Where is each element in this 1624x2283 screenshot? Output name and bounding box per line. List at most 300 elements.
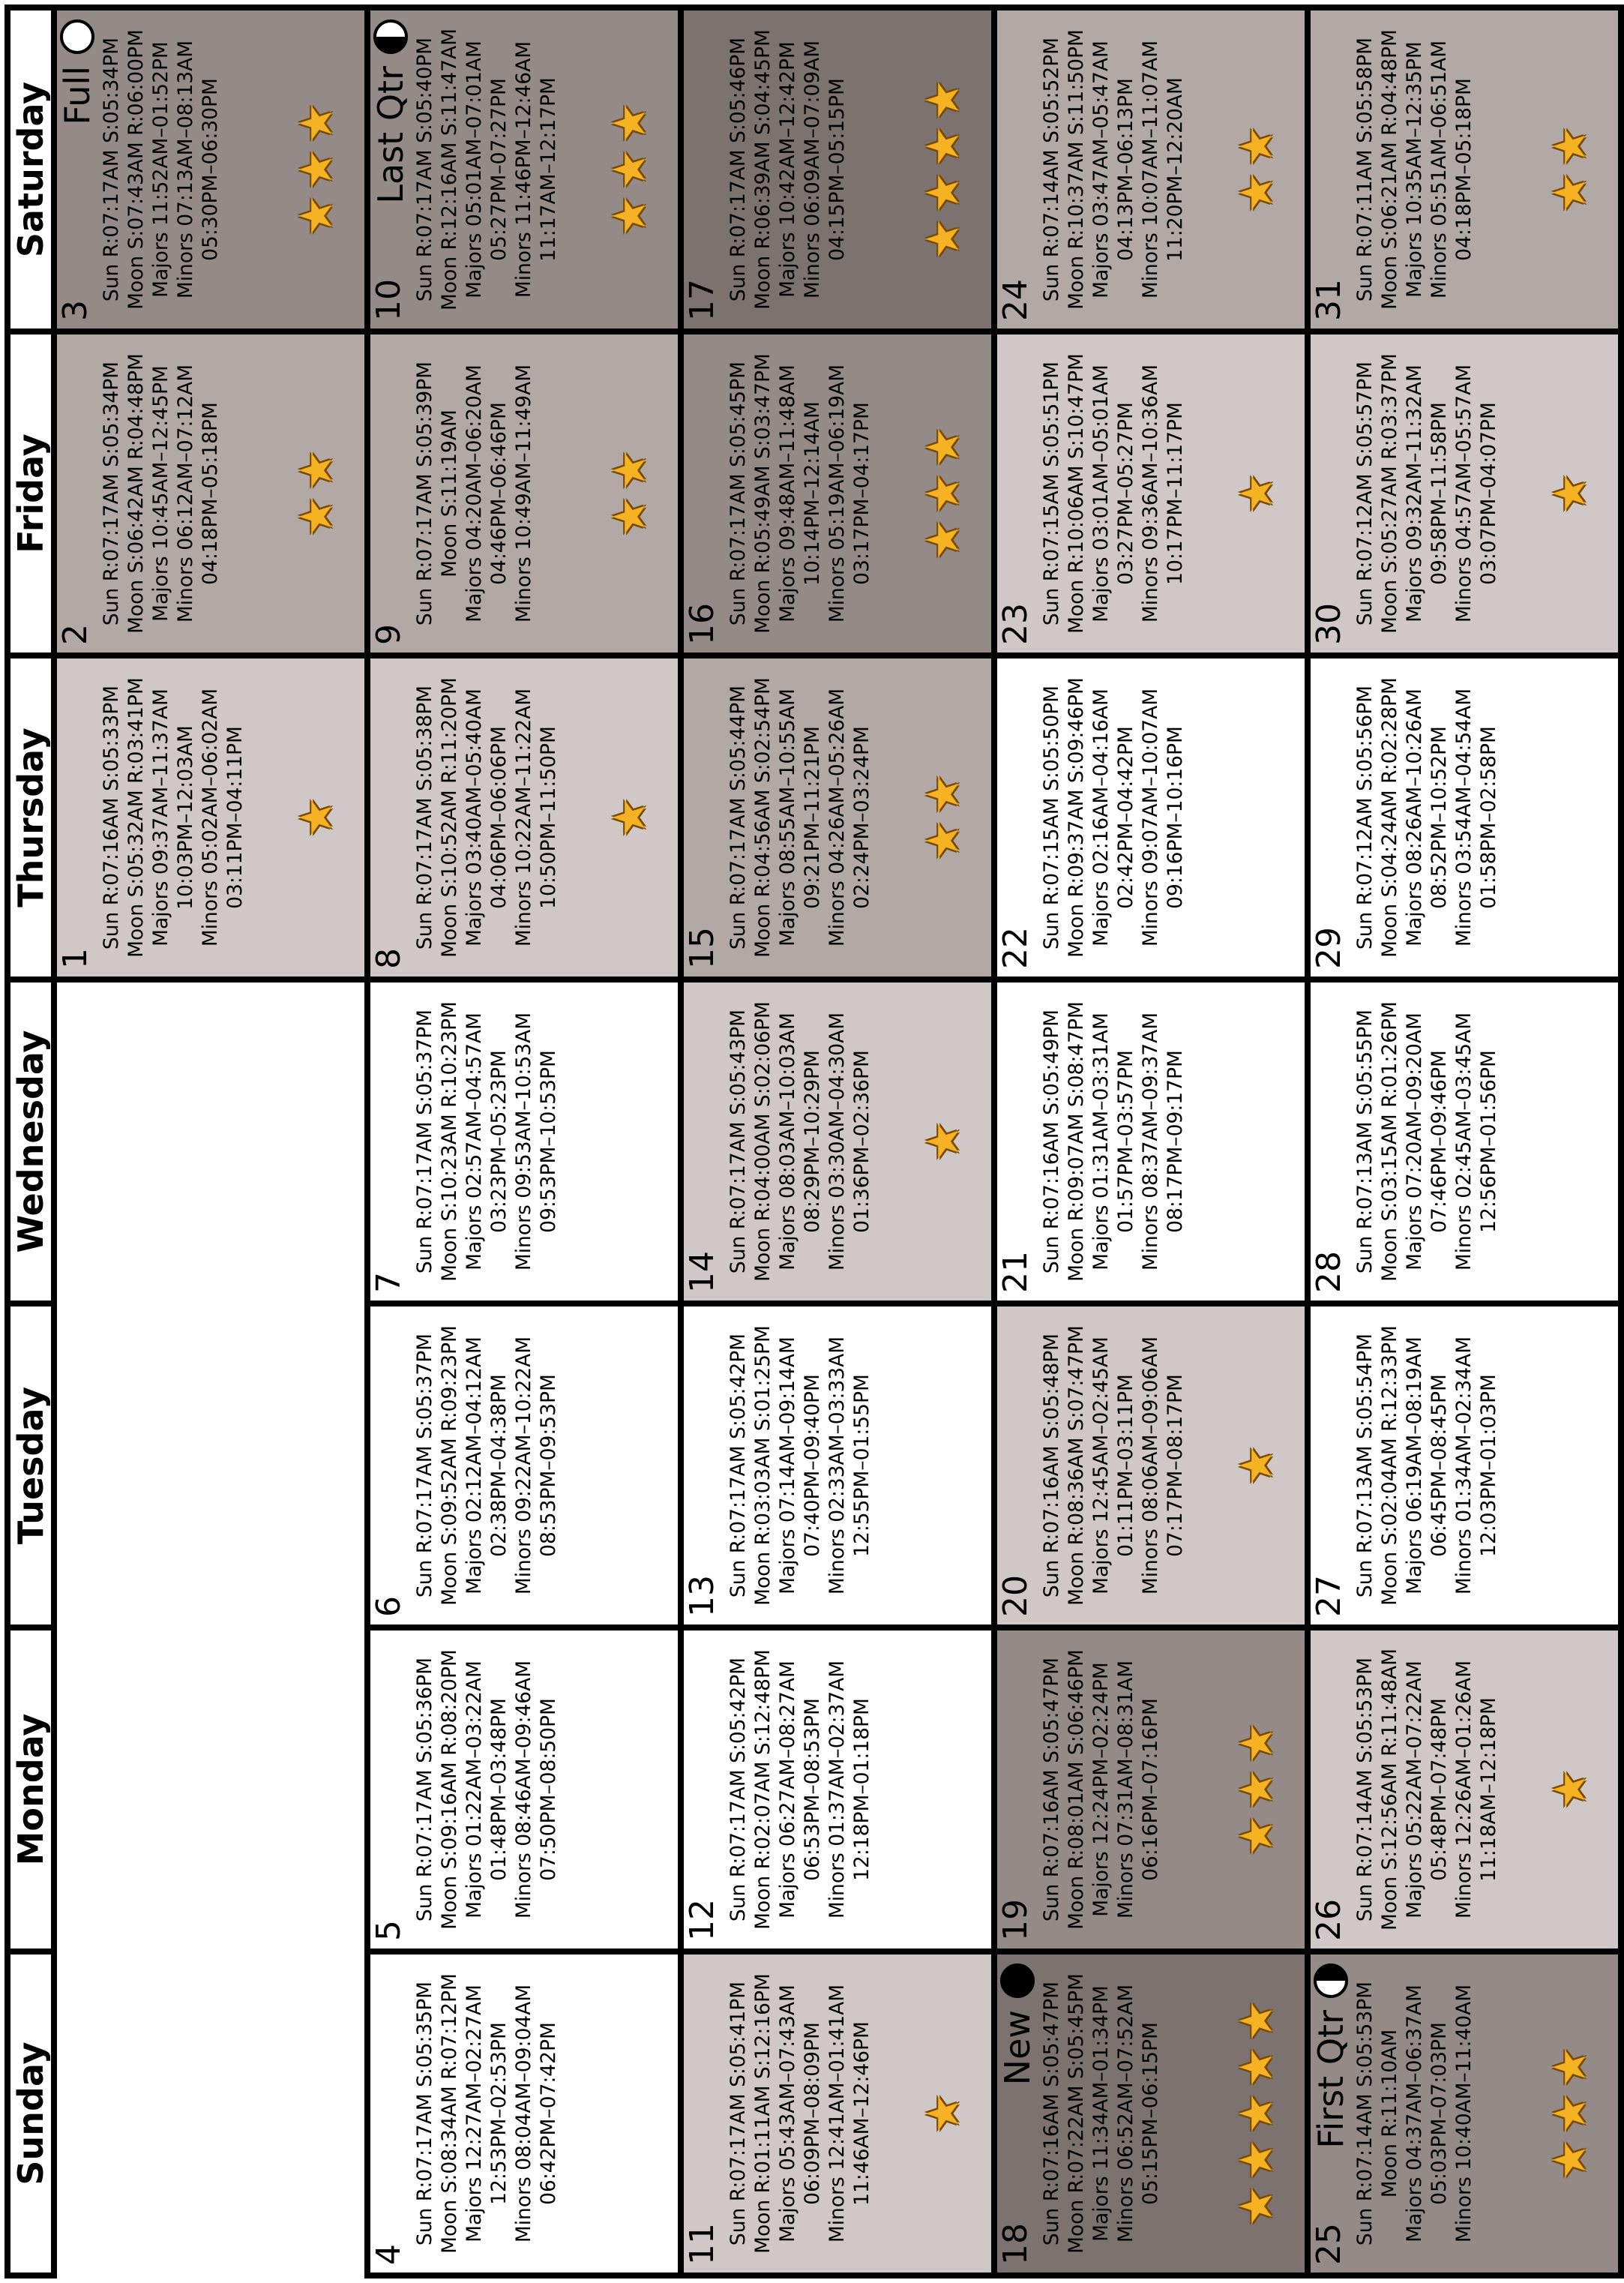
day-number: 29 (1310, 927, 1348, 969)
minor-period: Minors 03:54AM–04:54AM (1452, 688, 1476, 947)
day-number: 10 (370, 279, 408, 321)
major-period: Majors 08:55AM–10:55AM (776, 688, 799, 946)
major-period: Majors 09:48AM–11:48AM (776, 364, 799, 622)
last-quarter-moon-icon (373, 20, 408, 54)
major-period: Majors 10:35AM–12:35PM (1403, 41, 1426, 298)
star-icon: ★ (917, 774, 969, 814)
major-period: Majors 05:22AM–07:22AM (1403, 1660, 1426, 1918)
day-number: 12 (683, 1899, 721, 1941)
weekday-tuesday: Tuesday (7, 1304, 54, 1628)
rating-stars (1544, 1630, 1596, 1948)
minor-period: Minors 06:12AM–07:12AM (174, 364, 197, 623)
star-icon: ★ (1544, 2139, 1596, 2180)
minor-period: 11:20PM–12:20AM (1164, 77, 1187, 262)
major-period: Majors 02:16AM–04:16AM (1089, 688, 1113, 946)
day-cell[interactable] (54, 656, 367, 980)
moon-times: Moon R:10:37AM S:11:50PM (1065, 29, 1088, 310)
sun-times: Sun R:07:17AM S:05:35PM (413, 1981, 436, 2246)
day-cell-content (684, 10, 991, 328)
moon-times: Moon S:03:15AM R:01:26PM (1378, 1001, 1401, 1282)
solunar-times (1039, 1954, 1163, 2272)
sun-times: Sun R:07:16AM S:05:33PM (100, 685, 123, 950)
star-icon: ★ (290, 496, 343, 537)
sun-times: Sun R:07:11AM S:05:58PM (1353, 37, 1377, 302)
day-number: 3 (56, 300, 94, 321)
sun-times: Sun R:07:16AM S:05:47PM (1040, 1657, 1063, 1922)
minor-period: 12:56PM–01:56PM (1477, 1050, 1500, 1233)
sun-times: Sun R:07:15AM S:05:51PM (1040, 361, 1063, 626)
major-period: 01:57PM–03:57PM (1114, 1050, 1137, 1233)
day-number: 31 (1310, 279, 1348, 321)
solunar-times (726, 1306, 874, 1624)
day-number: 13 (683, 1575, 721, 1617)
day-cell-content (370, 1630, 678, 1948)
weekday-header-row (7, 8, 54, 2276)
minor-period: 08:53PM–09:53PM (537, 1374, 560, 1557)
empty-day-cell (54, 1628, 367, 1952)
star-icon: ★ (290, 195, 343, 236)
solunar-times (726, 1630, 874, 1948)
star-icon: ★ (917, 519, 969, 560)
minor-period: 03:11PM–04:11PM (223, 726, 247, 909)
moon-times: Moon S:09:52AM R:09:23PM (438, 1325, 461, 1606)
weekday-sunday: Sunday (7, 1952, 54, 2276)
solunar-times (726, 334, 874, 652)
moon-times: Moon S:02:04AM R:12:33PM (1378, 1325, 1401, 1606)
moon-times: Moon S:06:42AM R:04:48PM (124, 353, 148, 634)
minor-period: 12:18PM–01:18PM (850, 1698, 873, 1881)
day-cell[interactable] (1308, 1304, 1621, 1628)
day-cell-content (370, 1306, 678, 1624)
rating-stars (604, 10, 656, 328)
star-icon: ★ (604, 797, 656, 838)
moon-times: Moon S:04:24AM R:02:28PM (1378, 677, 1401, 958)
sun-times: Sun R:07:13AM S:05:54PM (1353, 1333, 1377, 1598)
rating-stars (1230, 10, 1283, 328)
day-cell-content (370, 982, 678, 1300)
minor-period: Minors 07:31AM–08:31AM (1114, 1660, 1137, 1919)
rating-stars (1544, 10, 1596, 328)
sun-times: Sun R:07:16AM S:05:47PM (1040, 1981, 1063, 2246)
day-cell-content (997, 10, 1305, 328)
day-cell[interactable] (1308, 1952, 1621, 2276)
month-calendar (4, 4, 1624, 2278)
day-cell-content (57, 658, 364, 976)
weekday-friday: Friday (7, 332, 54, 656)
solunar-times (1039, 10, 1188, 328)
star-icon: ★ (290, 797, 343, 838)
minor-period: Minors 08:06AM–09:06AM (1139, 1336, 1162, 1595)
minor-period: Minors 11:46PM–12:46AM (512, 40, 535, 298)
day-number: 2 (56, 624, 94, 645)
major-period: Majors 10:42AM–12:42PM (776, 41, 799, 298)
day-number: 22 (996, 927, 1035, 969)
rating-stars (1230, 1954, 1283, 2272)
solunar-times (1353, 1306, 1501, 1624)
star-icon: ★ (1230, 1723, 1283, 1764)
day-cell[interactable] (681, 1952, 994, 2276)
solunar-times (1039, 982, 1188, 1300)
day-cell-content (370, 658, 678, 976)
major-period: Majors 08:26AM–10:26AM (1403, 688, 1426, 946)
solunar-times (726, 10, 849, 328)
day-cell-content (684, 658, 991, 976)
major-period: 03:27PM–05:27PM (1114, 402, 1137, 585)
minor-period: 08:17PM–09:17PM (1164, 1050, 1187, 1233)
moon-times: Moon R:02:07AM S:12:48PM (751, 1649, 775, 1930)
major-period: Majors 02:57AM–04:57AM (463, 1012, 486, 1270)
minor-period: Minors 10:22AM–11:22AM (512, 688, 535, 947)
minor-period: 05:15PM–06:15PM (1139, 2022, 1162, 2205)
major-period: 04:06PM–06:06PM (487, 726, 511, 909)
day-cell-content (997, 982, 1305, 1300)
calendar-body (54, 8, 1621, 2276)
minor-period: 10:17PM–11:17PM (1164, 402, 1187, 585)
major-period: Majors 06:27AM–08:27AM (776, 1660, 799, 1918)
star-icon: ★ (290, 103, 343, 144)
major-period: Majors 12:45AM–02:45AM (1089, 1336, 1113, 1594)
major-period: 04:13PM–06:13PM (1114, 78, 1137, 261)
day-cell[interactable] (1308, 980, 1621, 1304)
minor-period: 06:42PM–07:42PM (537, 2022, 560, 2205)
solunar-times (1039, 1630, 1163, 1948)
star-icon: ★ (1230, 2000, 1283, 2042)
star-icon: ★ (917, 126, 969, 166)
moon-times: Moon R:05:49AM S:03:47PM (751, 353, 775, 634)
star-icon: ★ (1230, 2186, 1283, 2227)
day-cell[interactable] (367, 656, 681, 980)
minor-period: Minors 04:26AM–05:26AM (825, 688, 849, 947)
major-period: 12:53PM–02:53PM (487, 2022, 511, 2205)
day-cell-content (1311, 1954, 1618, 2272)
major-period: Majors 11:52AM–01:52PM (149, 41, 172, 298)
major-period: Majors 11:34AM–01:34PM (1089, 1985, 1113, 2242)
major-period: 08:29PM–10:29PM (801, 1050, 824, 1233)
solunar-times (726, 982, 874, 1300)
minor-period: 06:16PM–07:16PM (1139, 1698, 1162, 1881)
week-row (994, 8, 1308, 2276)
day-cell[interactable] (1308, 656, 1621, 980)
minor-period: Minors 07:13AM–08:13AM (174, 40, 197, 299)
day-cell[interactable] (54, 8, 367, 332)
major-period: 09:21PM–11:21PM (801, 726, 824, 909)
day-cell[interactable] (994, 332, 1308, 656)
day-cell-content (370, 10, 678, 328)
rating-stars (1544, 1954, 1596, 2272)
day-cell[interactable] (681, 332, 994, 656)
moon-times: Moon R:03:03AM S:01:25PM (751, 1325, 775, 1606)
sun-times: Sun R:07:17AM S:05:37PM (413, 1009, 436, 1274)
minor-period: 09:53PM–10:53PM (537, 1050, 560, 1233)
star-icon: ★ (1544, 2093, 1596, 2134)
sun-times: Sun R:07:14AM S:05:52PM (1040, 37, 1063, 302)
minor-period: Minors 09:53AM–10:53AM (512, 1012, 535, 1271)
minor-period: Minors 04:57AM–05:57AM (1452, 364, 1476, 623)
minor-period: 03:17PM–04:17PM (850, 402, 873, 585)
day-number: 5 (370, 1920, 408, 1941)
solunar-times (412, 1954, 561, 2272)
sun-times: Sun R:07:17AM S:05:34PM (100, 361, 123, 626)
moon-times: Moon R:08:01AM S:06:46PM (1065, 1649, 1088, 1930)
minor-period: 02:24PM–03:24PM (850, 726, 873, 909)
rating-stars (290, 658, 343, 976)
star-icon: ★ (1230, 1445, 1283, 1486)
solunar-times (1353, 1630, 1501, 1948)
moon-phase (997, 1964, 1038, 2086)
moon-times: Moon R:11:10AM (1378, 2029, 1401, 2198)
day-number: 9 (370, 624, 408, 645)
star-icon: ★ (917, 820, 969, 861)
major-period: 01:11PM–03:11PM (1114, 1374, 1137, 1557)
star-icon: ★ (917, 172, 969, 213)
major-period: Majors 02:12AM–04:12AM (463, 1336, 486, 1594)
week-row (681, 8, 994, 2276)
star-icon: ★ (1230, 1815, 1283, 1856)
sun-times: Sun R:07:17AM S:05:45PM (727, 361, 750, 626)
major-period: 07:40PM–09:40PM (801, 1374, 824, 1557)
first-quarter-moon-icon (1314, 1964, 1348, 1998)
week-row (367, 8, 681, 2276)
day-cell[interactable] (54, 332, 367, 656)
moon-times: Moon S:05:32AM R:03:41PM (124, 677, 148, 958)
minor-period: 12:55PM–01:55PM (850, 1374, 873, 1557)
major-period: Majors 05:01AM–07:01AM (463, 40, 486, 298)
day-cell-content (1311, 1306, 1618, 1624)
day-cell[interactable] (681, 1304, 994, 1628)
solunar-times (1039, 658, 1188, 976)
star-icon: ★ (1230, 2139, 1283, 2180)
minor-period: 12:03PM–01:03PM (1477, 1374, 1500, 1557)
day-cell[interactable] (994, 1304, 1308, 1628)
sun-times: Sun R:07:17AM S:05:40PM (413, 37, 436, 302)
sun-times: Sun R:07:16AM S:05:48PM (1040, 1333, 1063, 1598)
day-cell[interactable] (367, 980, 681, 1304)
rating-stars (1230, 1306, 1283, 1624)
solunar-times (1353, 10, 1476, 328)
major-period: Majors 09:32AM–11:32AM (1403, 364, 1426, 622)
major-period: Majors 03:01AM–05:01AM (1089, 364, 1113, 622)
sun-times: Sun R:07:17AM S:05:39PM (413, 361, 436, 626)
week-row (54, 8, 367, 2276)
empty-day-cell (54, 980, 367, 1304)
major-period: 02:42PM–04:42PM (1114, 726, 1137, 909)
rating-stars (290, 334, 343, 652)
day-cell[interactable] (367, 8, 681, 332)
star-icon: ★ (917, 1121, 969, 1162)
day-number: 21 (996, 1251, 1035, 1293)
moon-times: Moon R:06:39AM S:04:45PM (751, 29, 775, 310)
star-icon: ★ (604, 149, 656, 190)
major-period: 06:09PM–08:09PM (801, 2022, 824, 2205)
day-cell-content (57, 334, 364, 652)
minor-period: Minors 05:51AM–06:51AM (1428, 40, 1451, 299)
day-number: 25 (1310, 2223, 1348, 2265)
sun-times: Sun R:07:12AM S:05:57PM (1353, 361, 1377, 626)
star-icon: ★ (1230, 473, 1283, 514)
moon-times: Moon S:09:16AM R:08:20PM (438, 1649, 461, 1930)
rating-stars (917, 334, 969, 652)
star-icon: ★ (604, 450, 656, 490)
sun-times: Sun R:07:17AM S:05:42PM (727, 1333, 750, 1598)
rating-stars (290, 10, 343, 328)
sun-times: Sun R:07:16AM S:05:49PM (1040, 1009, 1063, 1274)
day-number: 30 (1310, 603, 1348, 645)
moon-times: Moon R:09:37AM S:09:46PM (1065, 677, 1088, 958)
moon-phase (57, 20, 97, 125)
star-icon: ★ (1544, 2047, 1596, 2088)
moon-phase-label: Last Qtr (370, 66, 411, 204)
star-icon: ★ (604, 496, 656, 537)
moon-times: Moon R:07:22AM S:05:45PM (1065, 1973, 1088, 2254)
solunar-times (99, 658, 247, 976)
weekday-saturday: Saturday (7, 8, 54, 332)
day-cell-content (997, 334, 1305, 652)
day-cell-content (684, 334, 991, 652)
major-period: 10:14PM–12:14AM (801, 401, 824, 586)
rating-stars (604, 334, 656, 652)
major-period: Majors 12:24PM–02:24PM (1089, 1662, 1113, 1917)
day-number: 1 (56, 948, 94, 969)
star-icon: ★ (917, 427, 969, 468)
day-number: 18 (996, 2223, 1035, 2265)
moon-times: Moon R:10:06AM S:10:47PM (1065, 353, 1088, 634)
minor-period: Minors 05:19AM–06:19AM (825, 364, 849, 623)
sun-times: Sun R:07:13AM S:05:55PM (1353, 1009, 1377, 1274)
day-number: 14 (683, 1251, 721, 1293)
minor-period: Minors 12:41AM–01:41AM (825, 1984, 849, 2243)
sun-times: Sun R:07:17AM S:05:43PM (727, 1009, 750, 1274)
moon-times: Moon R:09:07AM S:08:47PM (1065, 1001, 1088, 1282)
major-period: Majors 08:03AM–10:03AM (776, 1012, 799, 1270)
minor-period: Minors 01:37AM–02:37AM (825, 1660, 849, 1919)
rating-stars (917, 10, 969, 328)
star-icon: ★ (917, 218, 969, 260)
day-cell[interactable] (367, 1628, 681, 1952)
day-cell[interactable] (994, 1952, 1308, 2276)
moon-phase-label: First Qtr (1311, 2010, 1351, 2149)
rating-stars (1230, 1630, 1283, 1948)
day-cell-content (370, 334, 678, 652)
major-period: 02:38PM–04:38PM (487, 1374, 511, 1557)
day-cell[interactable] (367, 332, 681, 656)
moon-phase-label: Full (57, 66, 97, 125)
solunar-times (412, 982, 561, 1300)
new-moon-icon (1000, 1964, 1035, 1998)
weekday-monday: Monday (7, 1628, 54, 1952)
star-icon: ★ (1230, 2093, 1283, 2134)
star-icon: ★ (1544, 172, 1596, 213)
major-period: Majors 04:20AM–06:20AM (463, 364, 486, 622)
day-number: 4 (370, 2244, 408, 2265)
minor-period: 11:18AM–12:18PM (1477, 1697, 1500, 1882)
minor-period: Minors 06:52AM–07:52AM (1114, 1984, 1137, 2243)
moon-times: Moon S:11:19AM (438, 410, 461, 578)
moon-times: Moon S:07:43AM R:06:00PM (124, 29, 148, 310)
day-cell[interactable] (681, 980, 994, 1304)
major-period: Majors 01:31AM–03:31AM (1089, 1012, 1113, 1270)
minor-period: Minors 03:30AM–04:30AM (825, 1012, 849, 1271)
day-cell-content (1311, 1630, 1618, 1948)
major-period: Majors 05:43AM–07:43AM (776, 1984, 799, 2242)
moon-times: Moon S:10:23AM R:10:23PM (438, 1001, 461, 1282)
day-cell-content (997, 1630, 1305, 1948)
day-cell-content (684, 1954, 991, 2272)
day-cell[interactable] (681, 8, 994, 332)
star-icon: ★ (1544, 473, 1596, 514)
star-icon: ★ (1544, 1769, 1596, 1810)
day-cell[interactable] (1308, 332, 1621, 656)
sun-times: Sun R:07:17AM S:05:42PM (727, 1657, 750, 1922)
day-cell[interactable] (681, 656, 994, 980)
day-cell-content (997, 658, 1305, 976)
minor-period: Minors 06:09AM–07:09AM (801, 40, 824, 299)
moon-times: Moon S:08:34AM R:07:12PM (438, 1973, 461, 2254)
solunar-times (1039, 334, 1188, 652)
major-period: 09:58PM–11:58PM (1428, 402, 1451, 585)
star-icon: ★ (1230, 172, 1283, 213)
minor-period: Minors 08:37AM–09:37AM (1139, 1012, 1162, 1271)
sun-times: Sun R:07:15AM S:05:50PM (1040, 685, 1063, 950)
day-cell[interactable] (367, 1304, 681, 1628)
day-cell[interactable] (994, 656, 1308, 980)
sun-times: Sun R:07:17AM S:05:34PM (100, 37, 123, 302)
day-cell[interactable] (994, 8, 1308, 332)
star-icon: ★ (1230, 126, 1283, 166)
major-period: 07:46PM–09:46PM (1428, 1050, 1451, 1233)
day-cell[interactable] (681, 1628, 994, 1952)
solunar-times (412, 334, 536, 652)
major-period: Majors 07:20AM–09:20AM (1403, 1012, 1426, 1270)
day-cell-content (57, 10, 364, 328)
rating-stars (917, 1954, 969, 2272)
major-period: Majors 03:47AM–05:47AM (1089, 40, 1113, 298)
day-cell[interactable] (994, 980, 1308, 1304)
major-period: 04:46PM–06:46PM (487, 402, 511, 585)
major-period: 05:03PM–07:03PM (1428, 2022, 1451, 2205)
solunar-times (1353, 982, 1501, 1300)
major-period: Majors 12:27AM–02:27AM (463, 1984, 486, 2242)
day-number: 28 (1310, 1251, 1348, 1293)
moon-phase (1311, 1964, 1351, 2149)
star-icon: ★ (604, 195, 656, 236)
day-number: 7 (370, 1272, 408, 1293)
minor-period: Minors 10:49AM–11:49AM (512, 364, 535, 623)
day-cell-content (684, 1630, 991, 1948)
day-cell-content (1311, 10, 1618, 328)
day-number: 6 (370, 1596, 408, 1617)
major-period: Majors 03:40AM–05:40AM (463, 688, 486, 946)
sun-times: Sun R:07:17AM S:05:44PM (727, 685, 750, 950)
day-number: 19 (996, 1899, 1035, 1941)
star-icon: ★ (290, 450, 343, 490)
rating-stars (604, 658, 656, 976)
day-cell[interactable] (1308, 8, 1621, 332)
minor-period: Minors 08:46AM–09:46AM (512, 1660, 535, 1919)
minor-period: Minors 10:07AM–11:07AM (1139, 40, 1162, 299)
major-period: Majors 07:14AM–09:14AM (776, 1336, 799, 1594)
minor-period: Minors 09:36AM–10:36AM (1139, 364, 1162, 623)
empty-day-cell (54, 1952, 367, 2276)
day-cell[interactable] (1308, 1628, 1621, 1952)
moon-times: Moon S:12:56AM R:11:48AM (1378, 1648, 1401, 1930)
day-cell-content (997, 1954, 1305, 2272)
minor-period: 04:18PM–05:18PM (199, 402, 222, 585)
day-cell-content (1311, 334, 1618, 652)
day-cell[interactable] (994, 1628, 1308, 1952)
day-cell[interactable] (367, 1952, 681, 2276)
star-icon: ★ (1230, 2047, 1283, 2088)
minor-period: 01:36PM–02:36PM (850, 1050, 873, 1233)
